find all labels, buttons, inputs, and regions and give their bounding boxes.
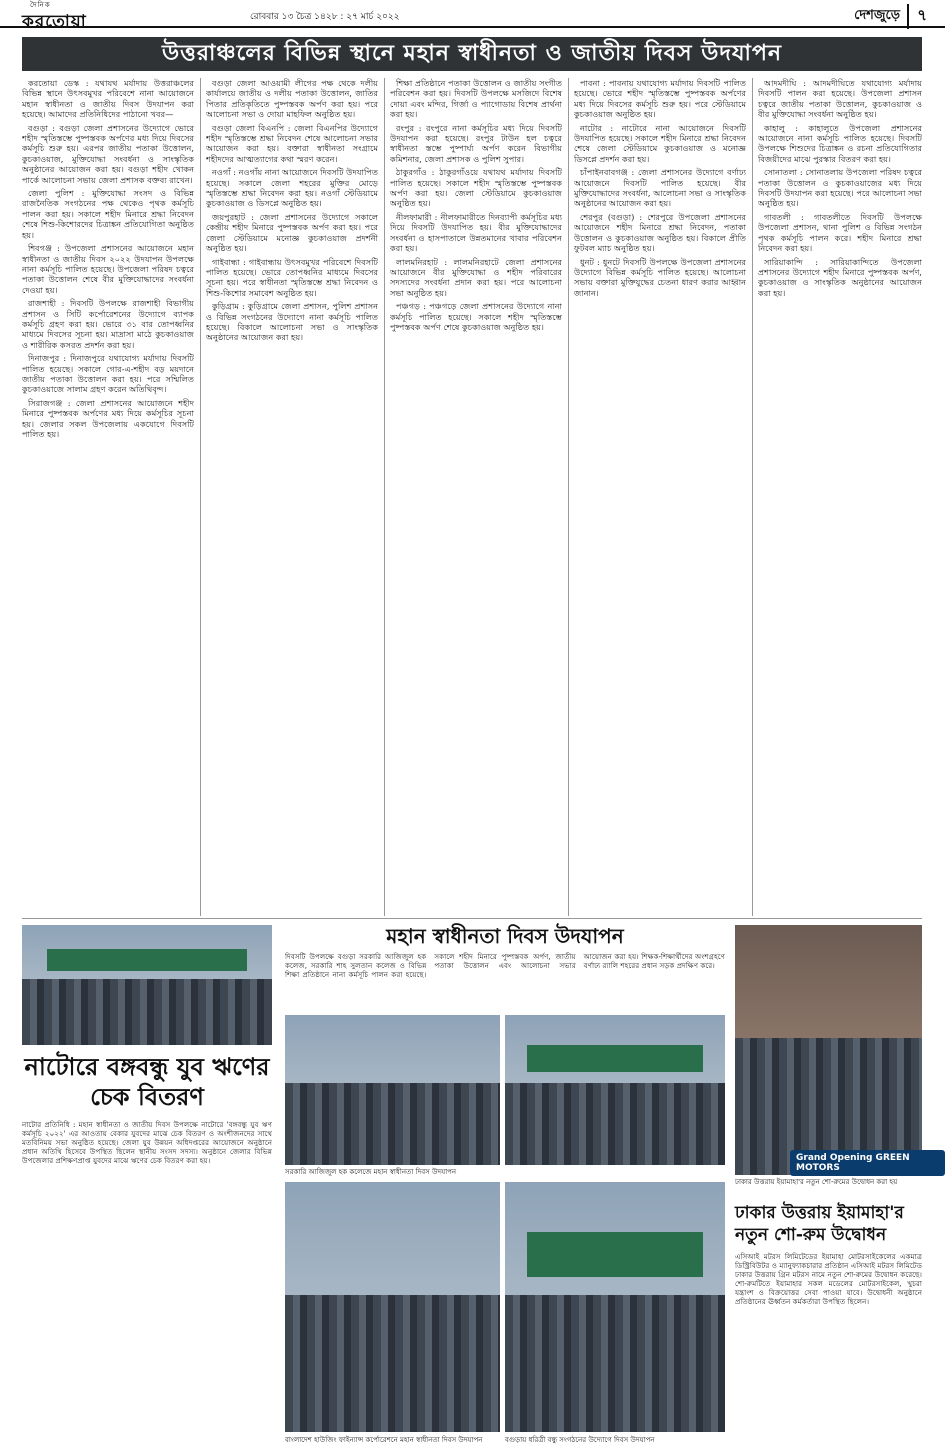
column-paragraph: লালমনিরহাট : লালমনিরহাটে জেলা প্রশাসনের আয়োজনে বীর মুক্তিযোদ্ধা ও শহীদ পরিবারের সদস্যদের সংবর্ধনা প্রদান করা হয়। পরে আলোচনা সভা অনুষ্ঠিত হয়। (390, 256, 562, 298)
column-paragraph: রংপুর : রংপুরে নানা কর্মসূচির মধ্য দিয়ে দিবসটি উদযাপন করা হয়েছে। রংপুর টাউন হল চত্বরে স্বাধীনতা স্তম্ভে পুষ্পার্ঘ্য অর্পণ করেন বিভাগীয় কমিশনার, জেলা প্রশাসক ও পুলিশ সুপার। (390, 122, 562, 164)
column-paragraph: কুড়িগ্রাম : কুড়িগ্রামে জেলা প্রশাসন, পুলিশ প্রশাসন ও বিভিন্ন সংগঠনের উদ্যোগে নানা কর্মসূচি পালিত হয়েছে। বিকালে আলোচনা সভা ও সাংস্কৃতিক অনুষ্ঠানের আয়োজন করা হয়। (206, 301, 378, 343)
section-name: দেশজুড়ে (854, 8, 900, 23)
center-caption-2: বাংলাদেশ হাউজিং ফাইন্যান্স কর্পোরেশনে মহান স্বাধীনতা দিবস উদযাপন (285, 1436, 483, 1444)
logo-tagline: দৈনিক (30, 1, 51, 9)
center-caption-1: সরকারি আজিজুল হক কলেজে মহান স্বাধীনতা দিবস উদযাপন (285, 1168, 457, 1176)
column-paragraph: জয়পুরহাট : জেলা প্রশাসনের উদ্যোগে সকালে কেন্দ্রীয় শহীদ মিনারে পুষ্পস্তবক অর্পণ করা হয়। পরে জেলা স্টেডিয়ামে মনোজ্ঞ কুচকাওয়াজ প্রদর্শনী অনুষ্ঠিত হয়। (206, 211, 378, 254)
yamaha-body: এসিআই মটরস লিমিটেডের ইয়ামাহা মোটরসাইকেলের একমাত্র ডিস্ট্রিবিউটর ও ম্যানুফ্যাকচারার প্রতিষ্ঠান এসিআই মটরস লিমিটেড ঢাকার উত্তরায় গ্রিন মটরস নামে নতুন শো-রুমের উদ্বোধন করেছে। শো-রুমটিতে ইয়ামাহার সকল মডেলের মোটরসাইকেল, খুচরা যন্ত্রাংশ ও বিক্রয়োত্তর সেবা পাওয়া যাবে। উদ্বোধনী অনুষ্ঠানে প্রতিষ্ঠানের ঊর্ধ্বতন কর্মকর্তারা উপস্থিত ছিলেন। (735, 1252, 922, 1306)
center-photo-3 (285, 1182, 500, 1432)
main-columns (22, 78, 922, 916)
column-paragraph: বগুড়া জেলা বিএনপি : জেলা বিএনপির উদ্যোগে শহীদ স্মৃতিস্তম্ভে শ্রদ্ধা নিবেদন শেষে আলোচনা সভার আয়োজন করা হয়। বক্তারা স্বাধীনতা সংগ্রামে শহীদদের আত্মত্যাগের কথা স্মরণ করেন। (206, 122, 378, 164)
column-paragraph: দিনাজপুর : দিনাজপুরে যথাযোগ্য মর্যাদায় দিবসটি পালিত হয়েছে। সকালে গোর-এ-শহীদ বড় ময়দানে জাতীয় পতাকা উত্তোলন করা হয়। পরে সম্মিলিত কুচকাওয়াজে সালাম গ্রহণ করেন অতিথিবৃন্দ। (22, 353, 194, 395)
natore-headline: নাটোরে বঙ্গবন্ধু যুব ঋণের চেক বিতরণ (24, 1053, 270, 1111)
center-block-body: দিবসটি উপলক্ষে বগুড়া সরকারি আজিজুল হক কলেজ, সরকারি শাহ সুলতান কলেজ ও বিভিন্ন শিক্ষা প্রতিষ্ঠানে নানা কর্মসূচি পালন করা হয়েছে। সকালে শহীদ মিনারে পুষ্পস্তবক অর্পণ, জাতীয় পতাকা উত্তোলন এবং আলোচনা সভার আয়োজন করা হয়। শিক্ষক-শিক্ষার্থীদের অংশগ্রহণে বর্ণাঢ্য র‍্যালি শহরের প্রধান সড়ক প্রদক্ষিণ করে। (285, 952, 725, 979)
column-paragraph: শিবগঞ্জ : উপজেলা প্রশাসনের আয়োজনে মহান স্বাধীনতা ও জাতীয় দিবস ২০২২ উদযাপন উপলক্ষে নানা কর্মসূচি পালিত হয়েছে। উপজেলা পরিষদ চত্বরে পতাকা উত্তোলন শেষে বীর মুক্তিযোদ্ধাদের সংবর্ধনা দেওয়া হয়। (22, 243, 194, 295)
text-column-2 (206, 78, 378, 916)
green-motors-sign: Grand Opening GREEN MOTORS (790, 1150, 945, 1176)
column-paragraph: ঠাকুরগাঁও : ঠাকুরগাঁওয়ে যথাযথ মর্যাদায় দিবসটি পালিত হয়েছে। সকালে শহীদ স্মৃতিস্তম্ভে পুষ্পস্তবক অর্পণ করা হয়। জেলা স্টেডিয়ামে কুচকাওয়াজ অনুষ্ঠিত হয়। (390, 167, 562, 209)
column-paragraph: ধুনট : ধুনটে দিবসটি উপলক্ষে উপজেলা প্রশাসনের উদ্যোগে বিভিন্ন কর্মসূচি পালিত হয়েছে। আলোচনা সভায় বক্তারা মুক্তিযুদ্ধের চেতনা ধারণ করার আহ্বান জানান। (574, 256, 746, 298)
column-paragraph: গাবতলী : গাবতলীতে দিবসটি উপলক্ষে উপজেলা প্রশাসন, থানা পুলিশ ও বিভিন্ন সংগঠন পৃথক কর্মসূচি পালন করে। শহীদ মিনারে শ্রদ্ধা নিবেদন করা হয়। (758, 211, 922, 254)
center-photo-1 (285, 1015, 500, 1165)
column-paragraph: বগুড়া : বগুড়া জেলা প্রশাসনের উদ্যোগে ভোরে শহীদ স্মৃতিস্তম্ভে পুষ্পস্তবক অর্পণের মধ্য দিয়ে দিবসের কর্মসূচি শুরু হয়। এরপর জাতীয় পতাকা উত্তোলন, কুচকাওয়াজ, মুক্তিযোদ্ধা সংবর্ধনা ও সাংস্কৃতিক অনুষ্ঠানের আয়োজন করা হয়। বগুড়া শহীদ খোকন পার্কে আলোচনা সভায় জেলা প্রশাসক বক্তব্য রাখেন। (22, 122, 194, 185)
column-paragraph: সারিয়াকান্দি : সারিয়াকান্দিতে উপজেলা প্রশাসনের উদ্যোগে শহীদ মিনারে পুষ্পস্তবক অর্পণ, কুচকাওয়াজ ও সাংস্কৃতিক অনুষ্ঠানের আয়োজন করা হয়। (758, 256, 922, 298)
yamaha-photo (735, 925, 922, 1175)
center-caption-3: বগুড়ায় ধরিত্রী বন্ধু সংগঠনের উদ্যোগে দিবস উদযাপন (505, 1436, 655, 1444)
dateline: রোববার ১৩ চৈত্র ১৪২৮ : ২৭ মার্চ ২০২২ (250, 12, 400, 22)
column-paragraph: আদমদীঘি : আদমদীঘিতে যথাযোগ্য মর্যাদায় দিবসটি পালন করা হয়েছে। উপজেলা প্রশাসন চত্বরে জাতীয় পতাকা উত্তোলন, কুচকাওয়াজ ও বীর মুক্তিযোদ্ধা সংবর্ধনা অনুষ্ঠিত হয়। (758, 78, 922, 120)
center-photo-4 (505, 1182, 725, 1432)
column-paragraph: কাহালু : কাহালুতে উপজেলা প্রশাসনের আয়োজনে নানা কর্মসূচি পালিত হয়েছে। দিবসটি উপলক্ষে শিশুদের চিত্রাঙ্কন ও রচনা প্রতিযোগিতার বিজয়ীদের মাঝে পুরস্কার বিতরণ করা হয়। (758, 122, 922, 164)
column-paragraph: করতোয়া ডেস্ক : যথাযথ মর্যাদায় উত্তরাঞ্চলের বিভিন্ন স্থানে উৎসবমুখর পরিবেশে নানা আয়োজনে মহান স্বাধীনতা ও জাতীয় দিবস উদযাপন করা হয়েছে। আমাদের প্রতিনিধিদের পাঠানো খবর— (22, 78, 194, 120)
masthead (0, 0, 945, 32)
newspaper-logo (22, 2, 87, 37)
yamaha-headline: ঢাকার উত্তরায় ইয়ামাহা'র নতুন শো-রুম উদ্বোধন (735, 1203, 904, 1245)
center-block-title: মহান স্বাধীনতা দিবস উদযাপন (386, 924, 624, 948)
center-photo-2 (505, 1015, 725, 1165)
text-column-1 (22, 78, 194, 916)
natore-body: নাটোর প্রতিনিধি : মহান স্বাধীনতা ও জাতীয় দিবস উপলক্ষে নাটোরে 'বঙ্গবন্ধু যুব ঋণ কর্মসূচি ২০২২' এর আওতায় বেকার যুবদের মাঝে চেক বিতরণ ও অংশীজনদের সাথে মতবিনিময় সভা অনুষ্ঠিত হয়েছে। জেলা যুব উন্নয়ন অধিদপ্তরের আয়োজনে অনুষ্ঠানে প্রধান অতিথি হিসেবে উপস্থিত ছিলেন স্থানীয় সংসদ সদস্য। অনুষ্ঠানে জেলার বিভিন্ন উপজেলার প্রশিক্ষণপ্রাপ্ত যুবদের মাঝে ঋণের চেক বিতরণ করা হয়। (22, 1120, 272, 1165)
column-paragraph: সোনাতলা : সোনাতলায় উপজেলা পরিষদ চত্বরে পতাকা উত্তোলন ও কুচকাওয়াজের মধ্য দিয়ে দিবসটি উদযাপন করা হয়েছে। পরে আলোচনা সভা অনুষ্ঠিত হয়। (758, 167, 922, 209)
column-paragraph: বগুড়া জেলা আওয়ামী লীগের পক্ষ থেকে দলীয় কার্যালয়ে জাতীয় ও দলীয় পতাকা উত্তোলন, জাতির পিতার প্রতিকৃতিতে পুষ্পস্তবক অর্পণ করা হয়। পরে আলোচনা সভা ও দোয়া মাহফিল অনুষ্ঠিত হয়। (206, 78, 378, 120)
column-paragraph: নাটোর : নাটোরে নানা আয়োজনে দিবসটি উদযাপিত হয়েছে। সকালে শহীদ মিনারে শ্রদ্ধা নিবেদন শেষে জেলা স্টেডিয়ামে কুচকাওয়াজ ও মনোজ্ঞ ডিসপ্লে প্রদর্শন করা হয়। (574, 122, 746, 164)
column-paragraph: পঞ্চগড় : পঞ্চগড়ে জেলা প্রশাসনের উদ্যোগে নানা কর্মসূচি পালিত হয়েছে। সকালে শহীদ স্মৃতিস্তম্ভে পুষ্পস্তবক অর্পণ শেষে কুচকাওয়াজ অনুষ্ঠিত হয়। (390, 301, 562, 332)
column-paragraph: শিক্ষা প্রতিষ্ঠানে পতাকা উত্তোলন ও জাতীয় সংগীত পরিবেশন করা হয়। দিবসটি উপলক্ষে মসজিদে বিশেষ দোয়া এবং মন্দির, গির্জা ও প্যাগোডায় বিশেষ প্রার্থনা করা হয়। (390, 78, 562, 120)
column-paragraph: সিরাজগঞ্জ : জেলা প্রশাসনের আয়োজনে শহীদ মিনারে পুষ্পস্তবক অর্পণের মধ্য দিয়ে কর্মসূচির সূচনা হয়। জেলার সকল উপজেলায় একযোগে দিবসটি পালিত হয়। (22, 397, 194, 439)
column-paragraph: নীলফামারী : নীলফামারীতে দিনব্যাপী কর্মসূচির মধ্য দিয়ে দিবসটি উদযাপিত হয়। বীর মুক্তিযোদ্ধাদের সংবর্ধনা ও হাসপাতালে উন্নতমানের খাবার পরিবেশন করা হয়। (390, 211, 562, 254)
text-column-4 (574, 78, 746, 916)
text-column-3 (390, 78, 562, 916)
column-paragraph: রাজশাহী : দিবসটি উপলক্ষে রাজশাহী বিভাগীয় প্রশাসন ও সিটি কর্পোরেশনের উদ্যোগে ব্যাপক কর্মসূচি গ্রহণ করা হয়। ভোরে ৩১ বার তোপধ্বনির মাধ্যমে দিবসের সূচনা হয়। মাদ্রাসা মাঠে কুচকাওয়াজ ও শারীরিক কসরত প্রদর্শন করা হয়। (22, 298, 194, 350)
column-paragraph: পাবনা : পাবনায় যথাযোগ্য মর্যাদায় দিবসটি পালিত হয়েছে। ভোরে শহীদ স্মৃতিস্তম্ভে পুষ্পস্তবক অর্পণের মধ্য দিয়ে দিবসের কর্মসূচি শুরু হয়। পরে স্টেডিয়ামে কুচকাওয়াজ অনুষ্ঠিত হয়। (574, 78, 746, 120)
yamaha-caption: ঢাকার উত্তরায় ইয়ামাহা'র নতুন শো-রুমের উদ্বোধন করা হয় (735, 1178, 898, 1186)
natore-photo (22, 925, 272, 1045)
headline-banner: উত্তরাঞ্চলের বিভিন্ন স্থানে মহান স্বাধীনতা ও জাতীয় দিবস উদযাপন (22, 37, 922, 71)
page-number: ৭ (907, 4, 927, 29)
column-paragraph: গাইবান্ধা : গাইবান্ধায় উৎসবমুখর পরিবেশে দিবসটি পালিত হয়েছে। ভোরে তোপধ্বনির মাধ্যমে দিবসের সূচনা হয়। পরে স্বাধীনতা স্মৃতিস্তম্ভে শ্রদ্ধা নিবেদন ও শিশু-কিশোর সমাবেশ অনুষ্ঠিত হয়। (206, 256, 378, 298)
column-paragraph: নওগাঁ : নওগাঁয় নানা আয়োজনে দিবসটি উদযাপিত হয়েছে। সকালে জেলা শহরের মুক্তির মোড়ে স্মৃতিস্তম্ভে শ্রদ্ধা নিবেদন করা হয়। নওগাঁ স্টেডিয়ামে কুচকাওয়াজ ও ডিসপ্লে অনুষ্ঠিত হয়। (206, 167, 378, 209)
column-paragraph: জেলা পুলিশ : মুক্তিযোদ্ধা সংসদ ও বিভিন্ন রাজনৈতিক সংগঠনের পক্ষ থেকেও পৃথক কর্মসূচি পালন করা হয়। সকালে শহীদ মিনারে শ্রদ্ধা নিবেদন শেষে শিশু-কিশোরদের চিত্রাঙ্কন প্রতিযোগিতা অনুষ্ঠিত হয়। (22, 188, 194, 240)
column-paragraph: চাঁপাইনবাবগঞ্জ : জেলা প্রশাসনের উদ্যোগে বর্ণাঢ্য আয়োজনে দিবসটি পালিত হয়েছে। বীর মুক্তিযোদ্ধাদের সংবর্ধনা, আলোচনা সভা ও সাংস্কৃতিক অনুষ্ঠানের আয়োজন করা হয়। (574, 167, 746, 209)
logo-text: করতোয়া (22, 12, 87, 32)
text-column-5 (758, 78, 922, 916)
column-paragraph: শেরপুর (বগুড়া) : শেরপুরে উপজেলা প্রশাসনের আয়োজনে শহীদ মিনারে শ্রদ্ধা নিবেদন, পতাকা উত্তোলন ও কুচকাওয়াজ অনুষ্ঠিত হয়। বিকালে প্রীতি ফুটবল ম্যাচ অনুষ্ঠিত হয়। (574, 211, 746, 254)
